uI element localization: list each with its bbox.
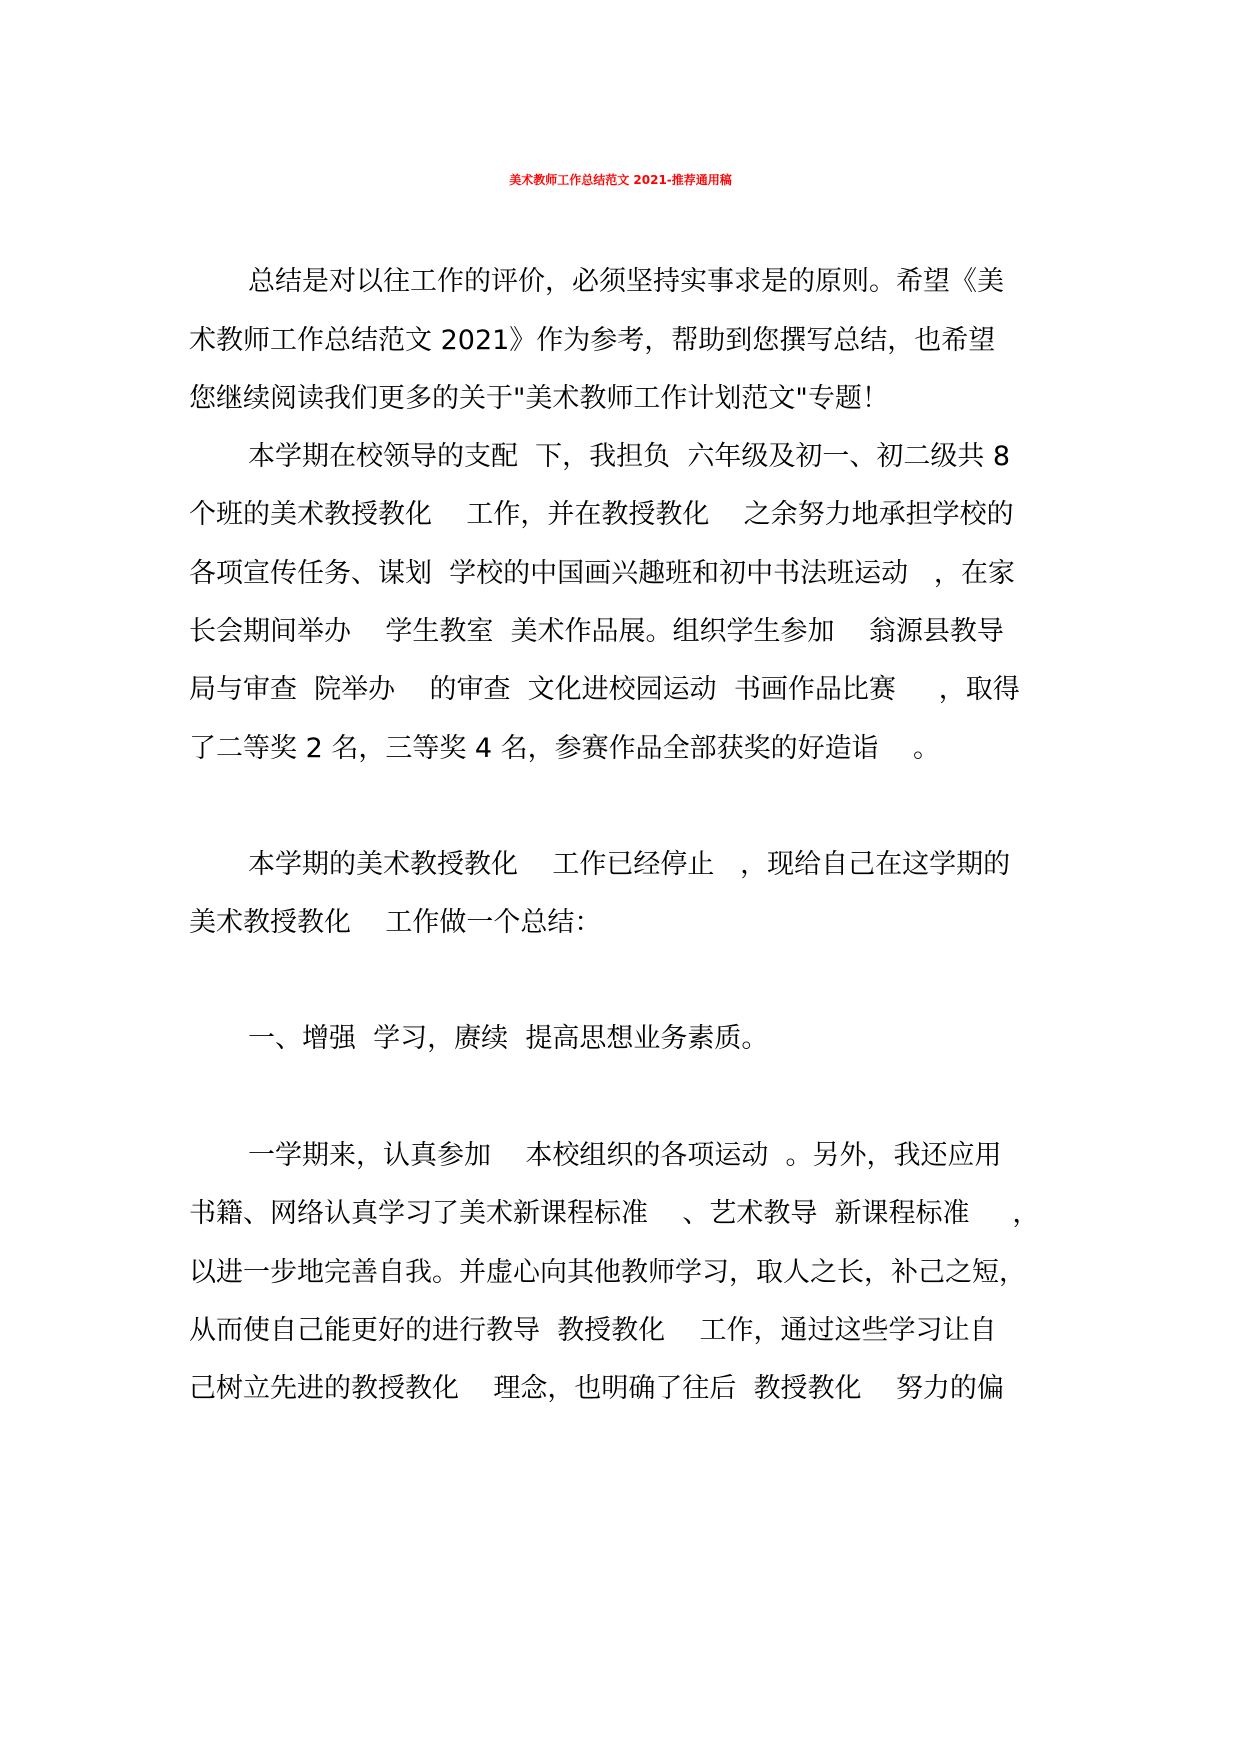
paragraph-line: 本学期的美术教授教化 工作已经停止 ，现给自己在这学期的: [248, 849, 1011, 880]
paragraph-line: 局与审查 院举办 的审查 文化进校园运动 书画作品比赛 ，取得: [189, 674, 1020, 705]
paragraph-line: 个班的美术教授教化 工作，并在教授教化 之余努力地承担学校的: [189, 499, 1014, 530]
paragraph-line: 己树立先进的教授教化 理念，也明确了往后 教授教化 努力的偏: [189, 1373, 1004, 1404]
paragraph-line: 您继续阅读我们更多的关于"美术教师工作计划范文"专题！: [189, 383, 889, 414]
paragraph-line: 长会期间举办 学生教室 美术作品展。组织学生参加 翁源县教导: [189, 616, 1004, 647]
paragraph-line: 美术教授教化 工作做一个总结：: [189, 907, 602, 938]
paragraph-line: 本学期在校领导的支配 下，我担负 六年级及初一、初二级共 8: [248, 441, 1011, 472]
paragraph-line: 总结是对以往工作的评价，必须坚持实事求是的原则。希望《美: [248, 266, 1004, 297]
paragraph-line: 各项宣传任务、谋划 学校的中国画兴趣班和初中书法班运动 ，在家: [189, 558, 1015, 589]
paragraph-line: 了二等奖 2 名，三等奖 4 名，参赛作品全部获奖的好造诣 。: [189, 733, 941, 764]
paragraph-line: 从而使自己能更好的进行教导 教授教化 工作，通过这些学习让自: [189, 1315, 997, 1346]
section-heading: 一、增强 学习，赓续 提高思想业务素质。: [248, 1023, 769, 1054]
paragraph-line: 书籍、网络认真学习了美术新课程标准 、艺术教导 新课程标准 ，: [189, 1198, 1040, 1229]
document-title: 美术教师工作总结范文 2021-推荐通用稿: [509, 173, 732, 187]
paragraph-line: 术教师工作总结范文 2021》作为参考，帮助到您撰写总结，也希望: [189, 325, 996, 356]
paragraph-line: 一学期来，认真参加 本校组织的各项运动 。另外，我还应用: [248, 1140, 1002, 1171]
paragraph-line: 以进一步地完善自我。并虚心向其他教师学习，取人之长，补己之短，: [189, 1257, 1026, 1288]
